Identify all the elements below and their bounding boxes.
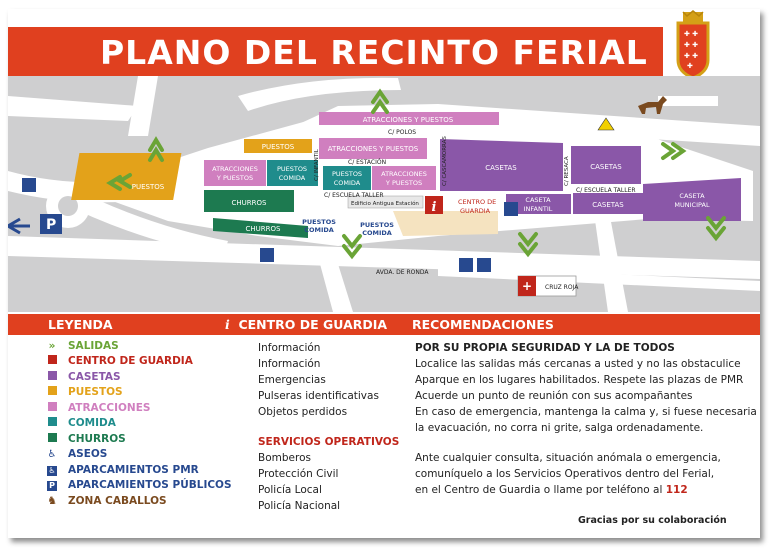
svg-text:CASETA: CASETA — [679, 192, 705, 200]
list-item: Pulseras identificativas — [258, 390, 379, 402]
text-line: En caso de emergencia, mantenga la calma y, si fuese necesaria — [415, 406, 757, 418]
square-swatch — [48, 402, 57, 411]
legend-item-atracciones: ATRACCIONES — [48, 400, 232, 416]
map-label-atracciones-3a: ATRACCIONES — [212, 165, 258, 173]
legend-item-casetas: CASETAS — [48, 369, 232, 385]
svg-text:Y PUESTOS: Y PUESTOS — [385, 179, 423, 187]
text-line: Localice las salidas más cercanas a usted y no las obstaculice — [415, 358, 741, 370]
map-label-casetas-1: CASETAS — [485, 164, 517, 172]
legend-item-aseos: ♿ ASEOS — [48, 447, 232, 463]
list-item: Objetos perdidos — [258, 406, 348, 418]
list-item: Información — [258, 358, 321, 370]
map-label-cruz-roja: CRUZ ROJA — [545, 284, 579, 291]
legend-item-comida: COMIDA — [48, 416, 232, 432]
map-label-atracciones-3b: Y PUESTOS — [216, 174, 254, 182]
svg-text:INFANTIL: INFANTIL — [523, 205, 553, 213]
text-line: en el Centro de Guardia o llame por teléfono al 112 — [415, 484, 688, 496]
svg-text:COMIDA: COMIDA — [304, 226, 334, 234]
square-swatch — [48, 371, 57, 380]
thanks-text: Gracias por su colaboración — [578, 515, 727, 526]
map-label-casetas-2: CASETAS — [590, 163, 622, 171]
text-line: Ante cualquier consulta, situación anómala o emergencia, — [415, 452, 721, 464]
svg-text:CASETA: CASETA — [525, 196, 551, 204]
legend-item-caballos: ♞ ZONA CABALLOS — [48, 493, 232, 509]
legend-item-puestos: PUESTOS — [48, 385, 232, 401]
double-chevron-icon: » — [48, 339, 56, 352]
map-label-atracciones-2: ATRACCIONES Y PUESTOS — [327, 145, 419, 153]
recomendaciones-title: RECOMENDACIONES — [412, 317, 554, 332]
square-swatch — [48, 386, 57, 395]
square-swatch — [48, 433, 57, 442]
map-label-c-escuela-2: C/ ESCUELA TALLER — [576, 187, 636, 194]
map-label-churros-1: CHURROS — [231, 199, 267, 207]
page-title: PLANO DEL RECINTO FERIAL — [100, 33, 648, 72]
map-label-parking: P — [46, 217, 57, 233]
list-item: Policía Nacional — [258, 500, 341, 512]
svg-text:PUESTOS: PUESTOS — [331, 170, 363, 178]
svg-text:ATRACCIONES: ATRACCIONES — [381, 170, 427, 178]
recomendaciones-text — [415, 340, 755, 498]
list-item: Protección Civil — [258, 468, 339, 480]
list-item: Bomberos — [258, 452, 311, 464]
parking-icon: P — [44, 479, 60, 491]
servicios-title: SERVICIOS OPERATIVOS — [258, 436, 400, 448]
recomendaciones-heading: POR SU PROPIA SEGURIDAD Y LA DE TODOS — [415, 342, 675, 354]
svg-text:PUESTOS: PUESTOS — [276, 165, 308, 173]
phone-number: 112 — [665, 484, 688, 496]
svg-text:CENTRO DE: CENTRO DE — [458, 198, 497, 206]
map-label-c-estacion: C/ ESTACIÓN — [348, 159, 387, 166]
svg-text:+: + — [521, 279, 533, 293]
wheelchair-icon: ♿ — [48, 465, 56, 475]
info-icon: i — [225, 317, 230, 332]
square-swatch — [48, 355, 57, 364]
legend-title: LEYENDA — [48, 317, 113, 332]
legend-item-publicos: P APARCAMIENTOS PÚBLICOS — [48, 478, 232, 494]
legend-item-centro: CENTRO DE GUARDIA — [48, 354, 232, 370]
map-label-c-polos: C/ POLOS — [388, 129, 417, 136]
svg-text:PUESTOS: PUESTOS — [360, 221, 394, 229]
svg-text:COMIDA: COMIDA — [278, 174, 306, 182]
svg-text:C/ RESACA: C/ RESACA — [564, 156, 570, 186]
map-label-churros-2: CHURROS — [245, 225, 281, 233]
svg-text:C/ CASCAMORRAS: C/ CASCAMORRAS — [442, 136, 448, 186]
legend-item-churros: CHURROS — [48, 431, 232, 447]
list-item: Emergencias — [258, 374, 326, 386]
horse-icon: ♞ — [47, 494, 57, 508]
svg-text:GUARDIA: GUARDIA — [460, 207, 491, 215]
fairground-map — [8, 76, 760, 312]
svg-text:PUESTOS: PUESTOS — [302, 218, 336, 226]
map-label-avda-ronda: AVDA. DE RONDA — [376, 269, 429, 276]
coat-of-arms-logo — [675, 10, 711, 80]
list-item: Información — [258, 342, 321, 354]
svg-text:COMIDA: COMIDA — [333, 179, 361, 187]
map-label-atracciones-1: ATRACCIONES Y PUESTOS — [362, 116, 454, 124]
svg-text:COMIDA: COMIDA — [362, 229, 392, 237]
map-label-puestos-top: PUESTOS — [261, 143, 295, 151]
list-item: Policía Local — [258, 484, 322, 496]
map-label-puestos-left: PUESTOS — [131, 183, 165, 191]
svg-text:C/ INFANTIL: C/ INFANTIL — [314, 149, 320, 181]
map-label-casetas-3: CASETAS — [592, 201, 624, 209]
svg-text:i: i — [431, 200, 437, 215]
svg-text:✚ ✚: ✚ ✚ — [684, 41, 698, 49]
centro-guardia-title: i CENTRO DE GUARDIA — [225, 317, 388, 332]
svg-text:✚ ✚: ✚ ✚ — [684, 30, 698, 38]
text-line: Aparque en los lugares habilitados. Respete las plazas de PMR — [415, 374, 744, 386]
centro-guardia-list — [258, 340, 399, 514]
legend-item-salidas: » SALIDAS — [48, 338, 232, 354]
text-line: la evacuación, no corra ni grite, salga ordenadamente. — [415, 422, 704, 434]
svg-text:✚: ✚ — [687, 62, 693, 70]
legend-item-pmr: ♿ APARCAMIENTOS PMR — [48, 462, 232, 478]
text-line: Acuerde un punto de reunión con sus acompañantes — [415, 390, 693, 402]
legend — [48, 338, 232, 509]
text-line: comuníquelo a los Servicios Operativos dentro del Ferial, — [415, 468, 715, 480]
map-label-c-escuela-1: C/ ESCUELA TALLER — [324, 192, 384, 199]
svg-text:MUNICIPAL: MUNICIPAL — [674, 201, 710, 209]
map-label-edificio: Edificio Antigua Estación — [351, 201, 419, 207]
wc-icon: ♿ — [47, 448, 57, 460]
svg-text:✚ ✚: ✚ ✚ — [684, 52, 698, 60]
square-swatch — [48, 417, 57, 426]
